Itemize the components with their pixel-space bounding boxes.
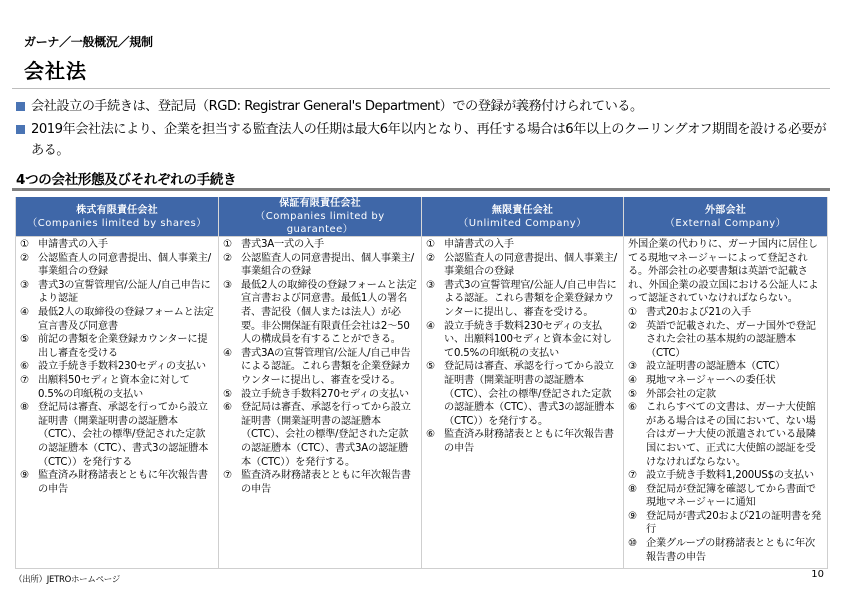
step-text: 監査済み財務諸表とともに年次報告書の申告 [444,429,614,454]
square-bullet-icon [16,125,25,134]
step-text: 設立証明書の認証謄本（CTC） [646,361,786,373]
column-title-en: （External Company） [664,217,787,229]
column-title-en: （Companies limited by shares） [27,217,207,229]
step-text: 登記局が書式20および21の証明書を発行 [646,510,821,536]
step-item [20,306,214,333]
step-number: ① [20,239,29,250]
step-number: ② [628,320,637,332]
step-number: ③ [223,279,232,291]
column-title-ja: 外部会社 [705,204,746,216]
step-number: ⑧ [20,402,29,414]
steps-cell-shares [16,237,219,569]
step-text: 書式20および21の入手 [646,306,752,318]
step-number: ② [20,252,29,264]
step-number: ⑦ [628,470,637,482]
section-heading: 4つの会社形態及びそれぞれの手続き [16,172,237,188]
page-number: 10 [811,569,824,580]
step-number: ⑦ [20,374,29,386]
step-number: ③ [20,279,29,291]
step-text: 公認監査人の同意書提出、個人事業主/事業組合の登録 [38,252,212,278]
step-item [223,347,417,388]
step-text: 申請書式の入手 [38,239,108,250]
step-item [426,279,619,320]
bullet-list [16,96,831,163]
square-bullet-icon [16,102,25,111]
step-text: 最低2人の取締役の登録フォームと法定宣言書及び同意書 [38,306,214,332]
step-number: ④ [223,347,232,359]
column-title-en: （Companies limited by guarantee） [255,211,385,235]
step-text: 出願料50セディと資本金に対して0.5%の印紙税の支払い [38,374,190,400]
step-item [628,360,823,374]
step-item [628,510,823,537]
bullet-text: 2019年会社法により、企業を担当する監査法人の任期は最大6年以内となり、再任する場合は6年以上のクーリングオフ期間を設ける必要がある。 [31,122,827,158]
step-item [223,252,417,279]
step-item [628,320,823,361]
step-number: ① [223,239,232,250]
step-item [628,483,823,510]
bullet-item [16,119,831,161]
step-text: これらすべての文書は、ガーナ大使館がある場合はその国において、ない場合はガーナ大使の派遣されている最隣国において、正式に大使館の認証を受けなければならない。 [646,402,816,468]
step-number: ① [628,306,637,318]
page-title: 会社法 [24,59,87,83]
step-item [628,374,823,388]
step-text: 英語で記載された、ガーナ国外で登記された会社の基本規約の認証謄本（CTC） [646,320,816,359]
step-text: 設立手続き手数料270セディの支払い [241,388,409,400]
steps-cell-external [624,237,828,569]
step-number: ⑨ [628,510,637,522]
table-header-row [16,197,828,237]
step-text: 登記局は審査、承認を行ってから設立証明書（開業証明書の認証謄本（CTC）、会社の標準/登記された定款の認証謄本（CTC）、書式3Aの認証謄本（CTC））を発行する。 [241,402,411,468]
column-header-guarantee [219,197,422,237]
bullet-text: 会社設立の手続きは、登記局（RGD: Registrar General's Department）での登録が義務付けられている。 [31,99,643,114]
step-item [20,238,214,252]
step-number: ⑩ [628,538,637,550]
step-item [426,320,619,361]
column-title-en: （Unlimited Company） [458,217,587,229]
step-item [628,537,823,564]
step-number: ⑦ [223,470,232,482]
step-item [20,374,214,401]
step-item [426,428,619,455]
step-number: ⑤ [20,334,29,346]
step-number: ⑨ [20,470,29,482]
step-item [223,401,417,469]
column-header-external [624,197,828,237]
step-item [628,388,823,402]
breadcrumb: ガーナ／一般概況／規制 [24,35,153,49]
column-intro-text: 外国企業の代わりに、ガーナ国内に居住してる現地マネージャーによって登記される。外部会社の必要書類は英語で記載され、外国企業の設立国における公証人によって認証されていなければならない。 [628,239,819,305]
table-row [16,237,828,569]
step-text: 前記の書類を企業登録カウンターに提出し審査を受ける [38,334,208,359]
steps-cell-guarantee [219,237,422,569]
step-item [20,360,214,374]
step-item [20,279,214,306]
step-item [426,238,619,252]
step-text: 監査済み財務諸表とともに年次報告書の申告 [241,470,411,495]
step-number: ② [426,252,435,264]
step-text: 書式3の宣誓管理官/公証人/自己申告による認証。これら書類を企業登録カウンターに提出し、審査を受ける。 [444,279,617,318]
column-title-ja: 保証有限責任会社 [279,198,361,209]
step-number: ③ [628,361,637,373]
step-text: 設立手続き手数料230セディの支払い [38,361,206,373]
step-number: ⑥ [628,402,637,414]
section-divider [12,188,830,191]
step-number: ③ [426,279,435,291]
step-number: ④ [426,320,435,332]
column-header-shares [16,197,219,237]
step-text: 登記局が登記簿を確認してから書面で現地マネージャーに通知 [646,483,816,509]
step-item [223,279,417,347]
column-title-ja: 無限責任会社 [491,204,554,216]
step-item [628,401,823,469]
step-item [20,469,214,496]
step-item [223,238,417,252]
step-text: 設立手続き手数料1,200US$の支払い [646,470,814,482]
bullet-item [16,96,831,117]
step-item [20,252,214,279]
step-text: 書式3の宣誓管理官/公証人/自己申告により認証 [38,279,211,305]
step-item [223,388,417,402]
step-text: 現地マネージャーへの委任状 [646,374,776,386]
step-item [628,306,823,320]
step-text: 企業グループの財務諸表とともに年次報告書の申告 [646,538,815,563]
step-text: 申請書式の入手 [444,239,514,250]
steps-cell-unlimited [422,237,624,569]
step-text: 最低2人の取締役の登録フォームと法定宣言書および同意書。最低1人の署名者、書記役（個人または法人）が必要。非公開保証有限責任会社は2～50人の構成員を有することができる。 [241,279,417,346]
step-number: ① [426,239,435,250]
step-text: 公認監査人の同意書提出、個人事業主/事業組合の登録 [241,252,415,278]
step-number: ④ [628,374,637,386]
step-text: 監査済み財務諸表とともに年次報告書の申告 [38,470,208,495]
step-item [20,333,214,360]
title-divider [12,88,830,89]
step-item [628,469,823,483]
step-item [426,252,619,279]
column-title-ja: 株式有限責任会社 [76,204,158,216]
step-number: ⑥ [426,429,435,441]
step-text: 公認監査人の同意書提出、個人事業主/事業組合の登録 [444,252,618,278]
column-header-unlimited [422,197,624,237]
step-text: 登記局は審査、承認を行ってから設立証明書（開業証明書の認証謄本（CTC）、会社の標準/登記された定款の認証謄本（CTC）、書式3の認証謄本（CTC））を発行する [38,402,209,468]
step-number: ⑥ [223,402,232,414]
step-number: ⑤ [223,388,232,400]
source-note: （出所）JETROホームページ [14,575,120,585]
step-number: ④ [20,306,29,318]
step-number: ⑥ [20,361,29,373]
step-item [20,401,214,469]
step-number: ② [223,252,232,264]
step-text: 書式3Aの宣誓管理官/公証人/自己申告による認証。これら書類を企業登録カウンターに提出し、審査を受ける。 [241,347,411,386]
step-item [223,469,417,496]
step-number: ⑤ [628,388,637,400]
step-text: 書式3A一式の入手 [241,239,324,250]
step-text: 外部会社の定款 [646,388,716,400]
step-text: 設立手続き手数料230セディの支払い、出願料100セディと資本金に対して0.5%の印紙税の支払い [444,320,612,359]
step-text: 登記局は審査、承認を行ってから設立証明書（開業証明書の認証謄本（CTC）、会社の標準/登記された定款の認証謄本（CTC）、書式3の認証謄本（CTC））を発行する。 [444,361,615,427]
step-item [426,360,619,428]
company-types-table [15,197,828,569]
step-number: ⑧ [628,483,637,495]
step-number: ⑤ [426,361,435,373]
